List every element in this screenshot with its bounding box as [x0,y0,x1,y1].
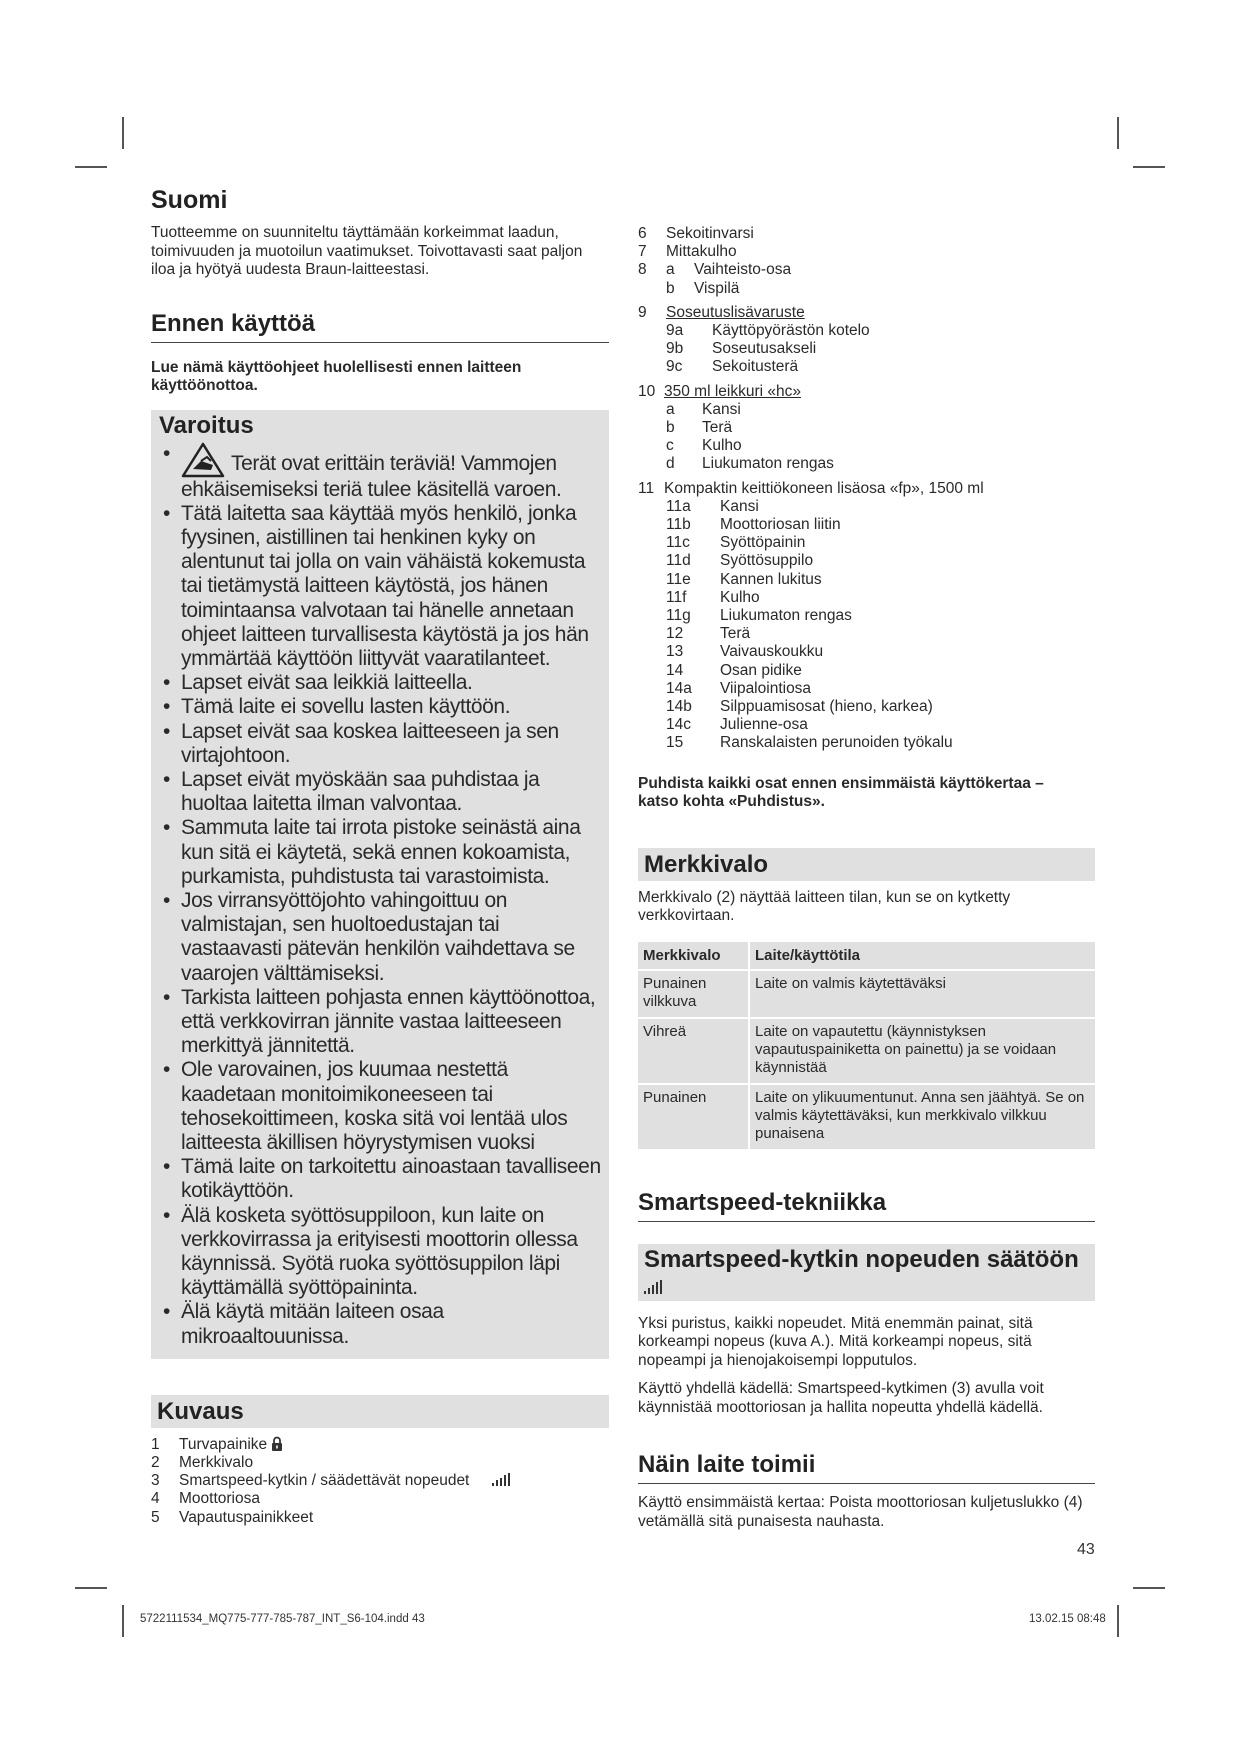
warning-box [151,410,609,1359]
clean-note: Puhdista kaikki osat ennen ensimmäistä käyttökertaa – katso kohta «Puhdistus». [638,774,1044,811]
list-item: 13 Vaivauskoukku [666,643,824,661]
crop-mark-bottom-right-h [1133,1587,1165,1589]
crop-mark-top-right-v [1117,117,1119,149]
table-header-row [638,942,1095,969]
warning-items [159,502,601,1349]
indicator-text: Merkkivalo (2) näyttää laitteen tilan, kun se on kytketty verkkovirtaan. [638,888,1011,925]
list-item: 14a Viipalointiosa [666,679,812,697]
smartspeed-p1: Yksi puristus, kaikki nopeudet. Mitä enemmän painat, sitä korkeampi nopeus (kuva A.). Mitä korkeampi nopeus, sitä nopeampi ja hienojakoisempi lopputulos. [638,1314,1033,1369]
list-item: 9a Käyttöpyörästön kotelo [666,322,870,340]
list-item: 11c Syöttöpainin [666,534,806,552]
list-item: d Liukumaton rengas [666,455,834,473]
parts-list-10 [638,377,1095,401]
parts-list [638,225,1095,322]
list-item: 11e Kannen lukitus [666,570,822,588]
indicator-state-cell: Laite on valmis käytettäväksi [750,971,1095,1017]
warning-item: • Lapset eivät saa koskea laitteeseen ja sen virtajohtoon. [159,720,601,768]
list-item: 5 Vapautuspainikkeet [151,1508,314,1526]
warning-title: Varoitus [159,411,254,439]
list-item: 11f Kulho [666,588,760,606]
warning-item: • Ole varovainen, jos kuumaa nestettä kaadetaan monitoimikoneeseen tai tehosekoittimeen, koska sitä voi lentää ulos laitteesta äkillisen höyrystymisen vuoksi [159,1058,601,1155]
list-item: b Vispilä [666,279,740,297]
parts-9-subitems [638,322,1095,377]
description-list [151,1436,609,1527]
table-row [638,1085,1095,1149]
list-item: 3 Smartspeed-kytkin / säädettävät nopeudet [151,1472,609,1490]
warning-item: • Tarkista laitteen pohjasta ennen käyttöönottoa, että verkkovirran jännite vastaa laitteeseen merkittyä jännitettä. [159,986,601,1059]
list-item: 15 Ranskalaisten perunoiden työkalu [666,734,953,752]
warning-item: • Tämä laite on tarkoitettu ainoastaan tavalliseen kotikäyttöön. [159,1155,601,1203]
indicator-table-body [638,971,1095,1149]
crop-mark-bottom-left-h [75,1587,107,1589]
speed-levels-icon [492,1473,510,1486]
smartspeed-heading: Smartspeed-tekniikka [638,1189,1095,1222]
before-use-note: Lue nämä käyttöohjeet huolellisesti ennen laitteen käyttöönottoa. [151,358,522,394]
list-item: 7 Mittakulho [638,243,737,261]
crop-mark-bottom-left-v [122,1605,124,1637]
speed-levels-icon [644,1280,662,1294]
parts-11-subitems [638,498,1095,753]
list-item: 4 Moottoriosa [151,1490,260,1508]
warning-item: • Tämä laite ei sovellu lasten käyttöön. [159,695,601,719]
list-item: 11g Liukumaton rengas [666,607,852,625]
crop-mark-top-right-h [1133,166,1165,168]
smartspeed-subheading: Smartspeed-kytkin nopeuden säätöön [638,1244,1095,1301]
list-item: c Kulho [666,437,742,455]
list-item: 11 Kompaktin keittiökoneen lisäosa «fp», 1500 ml [638,479,984,497]
list-item: 6 Sekoitinvarsi [638,225,754,242]
warning-item: • Lapset eivät saa leikkiä laitteella. [159,671,601,695]
list-item: 11a Kansi [666,497,759,515]
table-header-state: Laite/käyttötila [750,942,1095,969]
list-item: 9b Soseutusakseli [666,340,817,358]
footer-timestamp: 13.02.15 08:48 [1029,1613,1106,1625]
warning-item-blades [159,442,601,502]
list-item: 14b Silppuamisosat (hieno, karkea) [666,698,933,716]
table-header-light: Merkkivalo [638,942,748,969]
list-item: 1 Turvapainike [151,1436,609,1454]
how-it-works-text: Käyttö ensimmäistä kertaa: Poista moottoriosan kuljetuslukko (4) vetämällä sitä punaisesta nauhasta. [638,1494,1083,1530]
indicator-light-cell: Vihreä [638,1019,748,1083]
warning-item: • Tätä laitetta saa käyttää myös henkilö, jonka fyysinen, aistillinen tai henkinen kyky on alentunut tai jolla on vain vähäistä kokemusta tai tietämystä laitteen käytöstä, jos hänen toimintaansa valvotaan tai hänelle annetaan ohjeet laitteen turvallisesta käytöstä ja jos hän ymmärtää käyttöön liittyvät vaaratilanteet. [159,502,601,671]
warning-item-blades-text: Terät ovat erittäin teräviä! Vammojen ehkäisemiseksi teriä tulee käsitellä varoen. [181,451,562,501]
list-item: 12 Terä [666,625,751,643]
indicator-heading: Merkkivalo [638,848,1095,881]
right-column [638,225,1095,1531]
list-item: 9 Soseutuslisävaruste [638,303,805,321]
list-item: 14 Osan pidike [666,661,802,679]
language-title: Suomi [151,186,228,214]
warning-item: • Jos virransyöttöjohto vahingoittuu on valmistajan, sen huoltoedustajan tai vastaavasti pätevän henkilön vaihdettava se vaarojen välttämiseksi. [159,889,601,986]
crop-mark-bottom-right-v [1117,1605,1119,1637]
page-number: 43 [1077,1541,1095,1558]
indicator-light-cell: Punainen vilkkuva [638,971,748,1017]
table-row [638,1019,1095,1083]
crop-mark-top-left-h [75,166,107,168]
lock-icon [271,1436,283,1451]
intro-text: Tuotteemme on suunniteltu täyttämään korkeimmat laadun, toimivuuden ja muotoilun vaatimukset. Toivottavasti saat paljon iloa ja hyötyä uudesta Braun-laitteestasi. [151,224,583,278]
indicator-table [636,940,1097,1151]
description-heading: Kuvaus [151,1395,609,1428]
parts-10-subitems [638,401,1095,474]
sharp-blade-warning-icon [181,442,225,478]
warning-item: • Lapset eivät myöskään saa puhdistaa ja huoltaa laitetta ilman valvontaa. [159,768,601,816]
left-column [151,186,609,1527]
indicator-state-cell: Laite on ylikuumentunut. Anna sen jäähtyä. Se on valmis käytettäväksi, kun merkkivalo vilkkuu punaisena [750,1085,1095,1149]
smartspeed-p2: Käyttö yhdellä kädellä: Smartspeed-kytkimen (3) avulla voit käynnistää moottoriosan ja hallita nopeutta yhdellä kädellä. [638,1380,1044,1416]
indicator-light-cell: Punainen [638,1085,748,1149]
list-item: 11d Syöttösuppilo [666,552,814,570]
list-item: b Terä [666,419,733,437]
footer-file-info: 5722111534_MQ775-777-785-787_INT_S6-104.indd 43 [140,1613,425,1625]
before-use-heading: Ennen käyttöä [151,310,609,343]
warning-item: • Älä käytä mitään laiteen osaa mikroaaltouunissa. [159,1300,601,1348]
table-row [638,971,1095,1017]
list-item: 10 350 ml leikkuri «hc» [638,382,801,400]
crop-mark-top-left-v [122,117,124,149]
warning-item: • Älä kosketa syöttösuppiloon, kun laite on verkkovirrassa ja erityisesti moottorin ollessa käynnissä. Syötä ruoka syöttösuppilon läpi käyttämällä syöttöpaininta. [159,1204,601,1301]
list-item: 2 Merkkivalo [151,1454,254,1472]
list-item: 11b Moottoriosan liitin [666,516,841,534]
indicator-state-cell: Laite on vapautettu (käynnistyksen vapautuspainiketta on painettu) ja se voidaan käynnistää [750,1019,1095,1083]
list-item: a Kansi [666,400,741,418]
how-it-works-heading: Näin laite toimii [638,1451,1095,1484]
list-item: 8 a Vaihteisto-osa [638,261,792,279]
list-item: 14c Julienne-osa [666,716,808,734]
parts-list-11 [638,474,1095,498]
list-item: 9c Sekoitusterä [666,358,799,376]
warning-list [159,442,601,502]
warning-item: • Sammuta laite tai irrota pistoke seinästä aina kun sitä ei käytetä, sekä ennen kokoamista, purkamista, puhdistusta tai varastoimista. [159,816,601,889]
